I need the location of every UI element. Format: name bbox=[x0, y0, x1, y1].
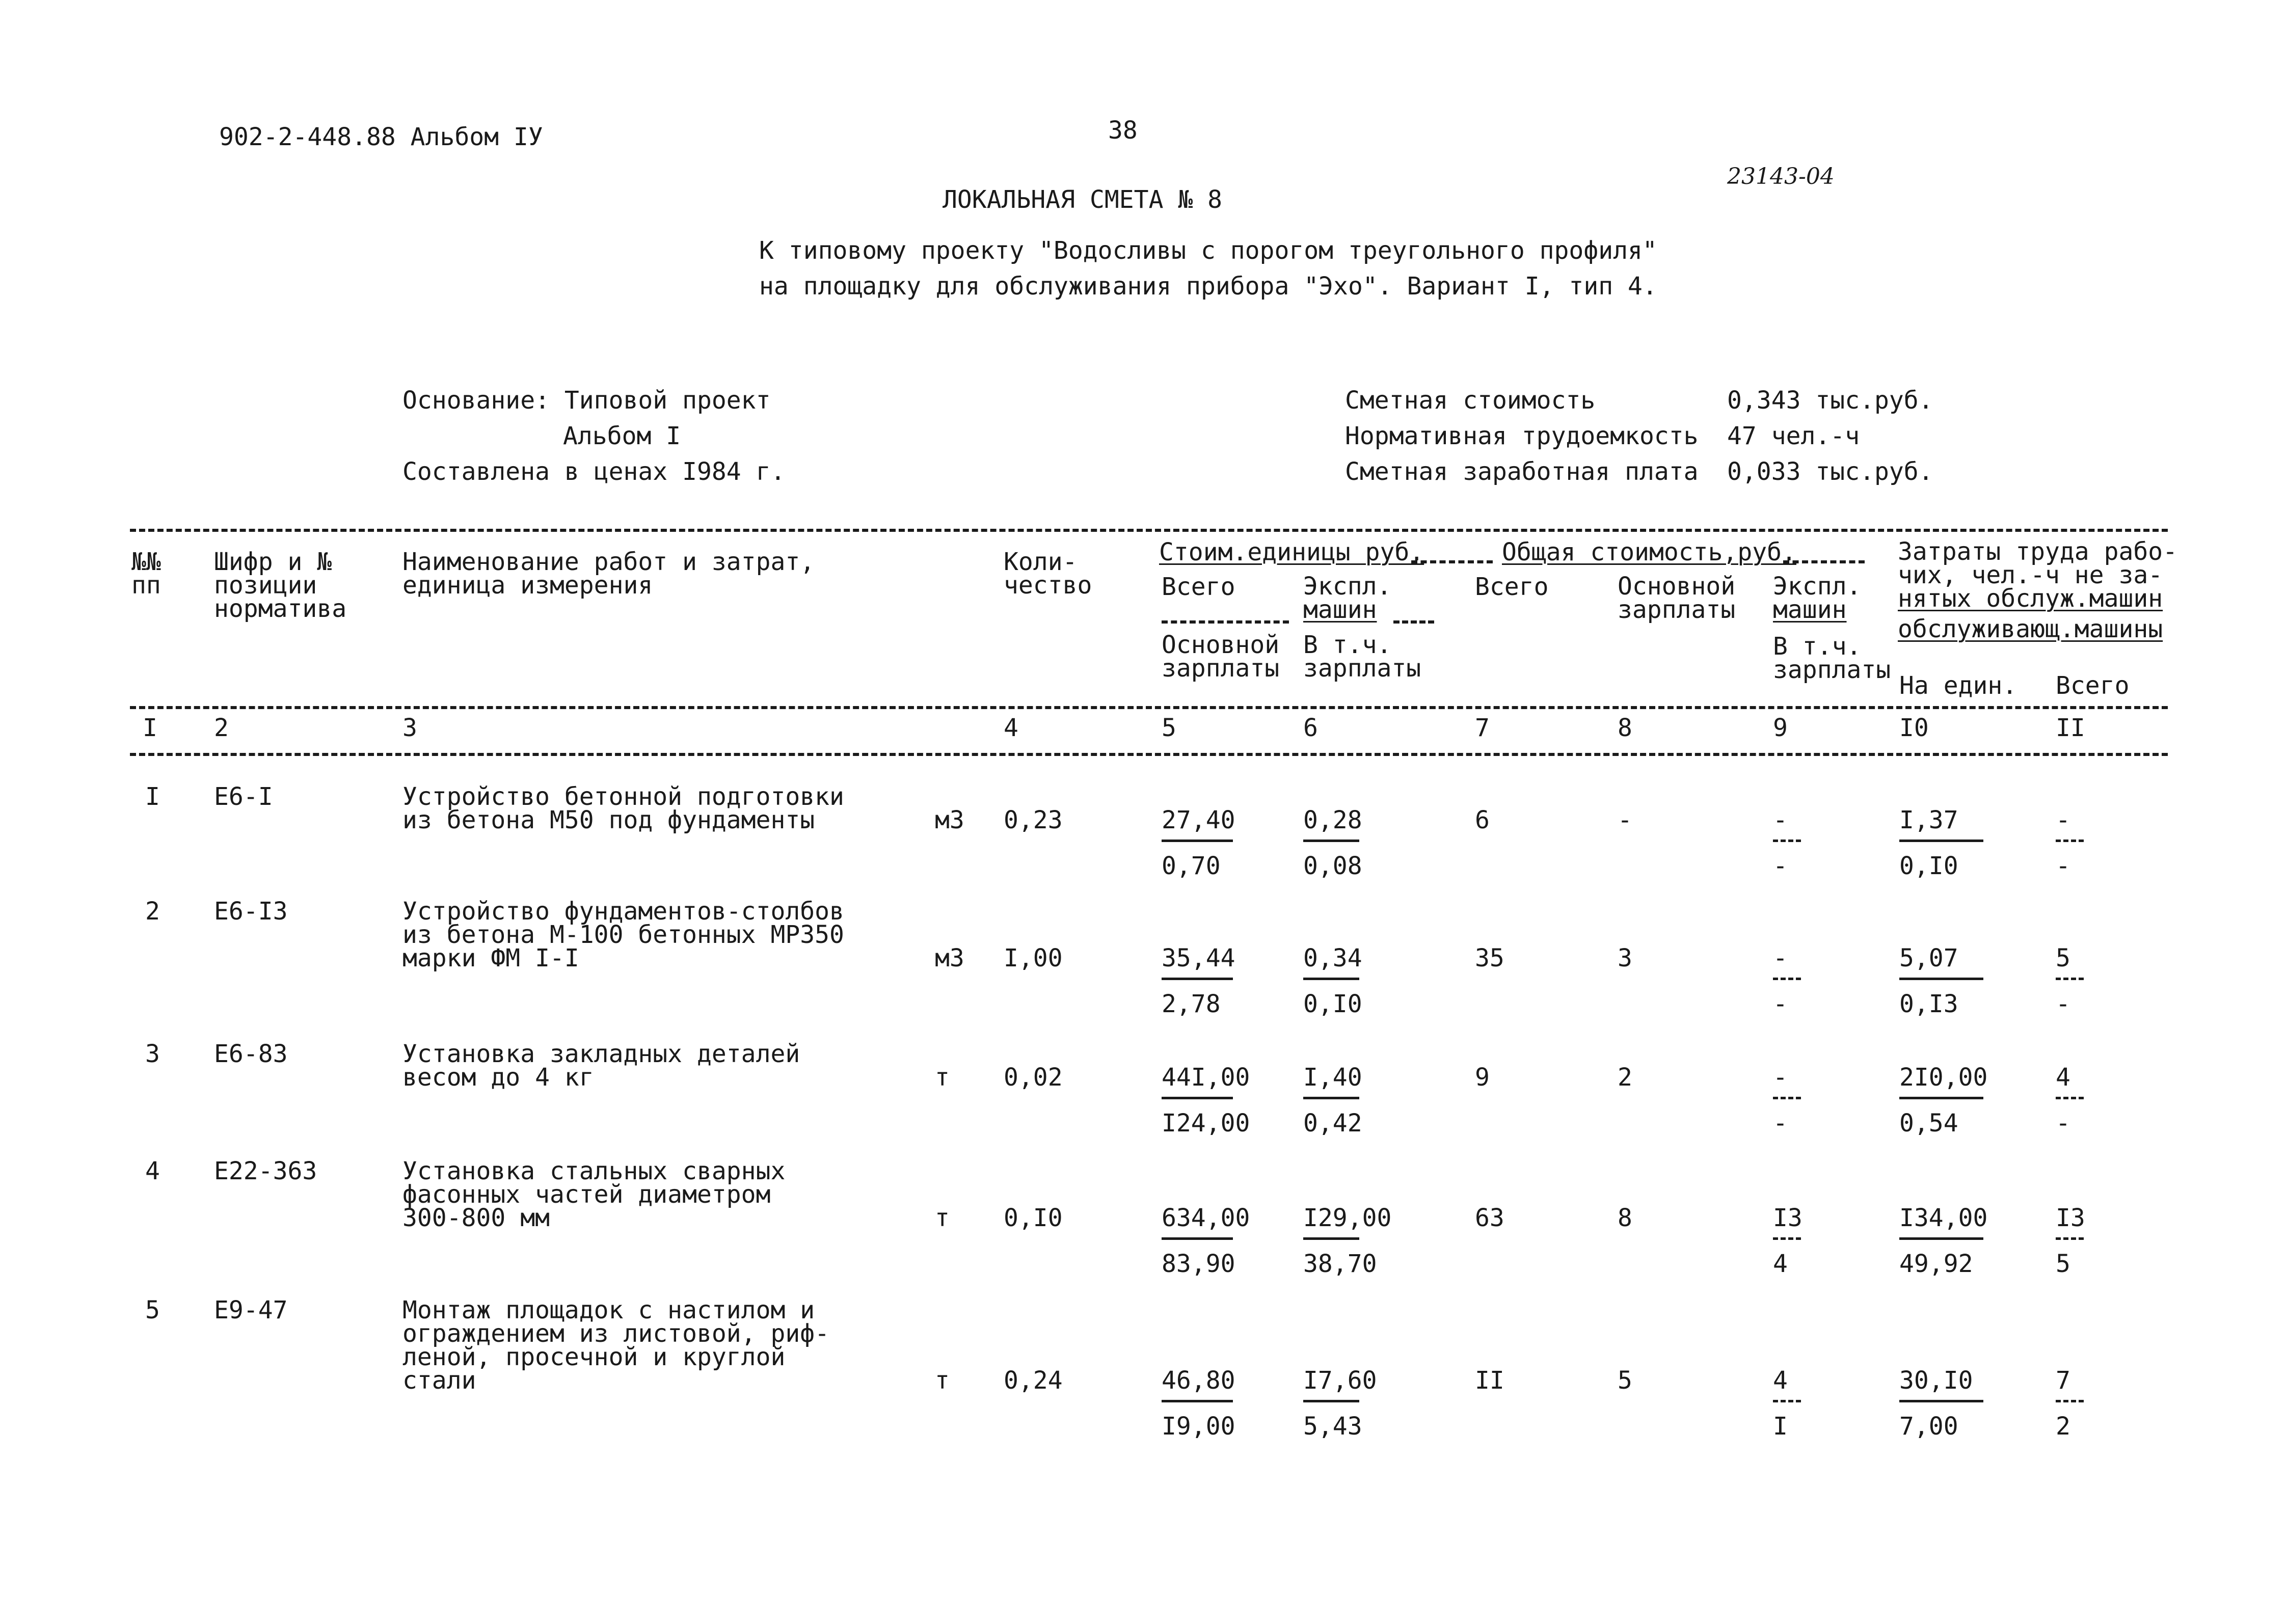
row-c6-fraction-line bbox=[1303, 978, 1359, 980]
row-number: 4 bbox=[145, 1157, 160, 1185]
row-code: Е6-I bbox=[214, 782, 273, 811]
row-total-cost: 35 bbox=[1475, 944, 1504, 972]
row-number: 5 bbox=[145, 1296, 160, 1324]
row-c10-top: 5,07 bbox=[1899, 944, 1958, 972]
col-header-5-top: Всего bbox=[1162, 573, 1235, 601]
row-c11-top: 7 bbox=[2056, 1366, 2070, 1395]
row-c10-bottom: 0,I0 bbox=[1899, 852, 1958, 880]
row-c5-fraction-line bbox=[1162, 1237, 1233, 1240]
row-c6-top: 0,34 bbox=[1303, 944, 1362, 972]
row-c5-bottom: I24,00 bbox=[1162, 1109, 1250, 1138]
row-c9-bottom: - bbox=[1773, 1109, 1788, 1138]
row-c6-fraction-line bbox=[1303, 1237, 1359, 1240]
row-c11-top: 4 bbox=[2056, 1063, 2070, 1092]
col-header-code: Шифр и № позиции норматива bbox=[214, 548, 347, 623]
row-c5-fraction-line bbox=[1162, 840, 1233, 842]
row-unit: т bbox=[935, 1063, 950, 1092]
row-c9-top: - bbox=[1773, 944, 1788, 972]
row-c11-top: I3 bbox=[2056, 1204, 2085, 1232]
col-header-10: На един. bbox=[1899, 671, 2017, 700]
page-number: 38 bbox=[1108, 116, 1138, 145]
col-header-9-top: Экспл. машин bbox=[1773, 572, 1862, 624]
row-name-line: марки ФМ I-I bbox=[402, 944, 579, 972]
summary-value-cost: 0,343 тыс.руб. bbox=[1727, 386, 1933, 415]
group-tail-rule bbox=[1783, 560, 1865, 563]
header-bottom-rule bbox=[130, 706, 2168, 709]
col-number: 5 bbox=[1162, 714, 1176, 742]
row-number: 2 bbox=[145, 897, 160, 926]
row-c10-bottom: 0,I3 bbox=[1899, 990, 1958, 1018]
subtitle-line-2: на площадку для обслуживания прибора "Эхо". Вариант I, тип 4. bbox=[759, 272, 1657, 301]
row-c10-bottom: 7,00 bbox=[1899, 1412, 1958, 1441]
col-header-6-top: Экспл. машин bbox=[1303, 572, 1392, 624]
summary-label-cost: Сметная стоимость bbox=[1345, 386, 1596, 415]
row-number: I bbox=[145, 782, 160, 811]
row-name-line: ограждением из листовой, риф- bbox=[402, 1319, 830, 1348]
row-unit: м3 bbox=[935, 944, 964, 972]
row-c9-top: - bbox=[1773, 806, 1788, 834]
group-connector-rule bbox=[1411, 560, 1493, 563]
row-c11-bottom: - bbox=[2056, 852, 2070, 880]
col-number: 6 bbox=[1303, 714, 1318, 742]
col-number: 7 bbox=[1475, 714, 1490, 742]
row-c5-bottom: 83,90 bbox=[1162, 1250, 1235, 1278]
row-c11-bottom: - bbox=[2056, 990, 2070, 1018]
row-c11-fraction-line bbox=[2056, 1237, 2084, 1240]
row-c6-top: 0,28 bbox=[1303, 806, 1362, 834]
col-header-11: Всего bbox=[2056, 671, 2130, 700]
col-number: 9 bbox=[1773, 714, 1788, 742]
row-name-line: Установка закладных деталей bbox=[402, 1040, 800, 1068]
row-name-line: 300-800 мм bbox=[402, 1204, 550, 1232]
summary-label-labor: Нормативная трудоемкость bbox=[1345, 422, 1699, 450]
row-c9-top: - bbox=[1773, 1063, 1788, 1092]
row-c6-bottom: 0,42 bbox=[1303, 1109, 1362, 1138]
row-c10-fraction-line bbox=[1899, 1400, 1983, 1402]
document-title: ЛОКАЛЬНАЯ СМЕТА № 8 bbox=[943, 185, 1223, 214]
row-c10-top: I34,00 bbox=[1899, 1204, 1988, 1232]
summary-label-wage: Сметная заработная плата bbox=[1345, 457, 1699, 486]
row-c5-top: 634,00 bbox=[1162, 1204, 1250, 1232]
row-c5-fraction-line bbox=[1162, 978, 1233, 980]
col-number: 8 bbox=[1618, 714, 1632, 742]
row-c6-bottom: 38,70 bbox=[1303, 1250, 1377, 1278]
row-c6-fraction-line bbox=[1303, 1097, 1359, 1099]
row-c9-fraction-line bbox=[1773, 1097, 1801, 1099]
document-code: 902-2-448.88 Альбом IУ bbox=[219, 123, 543, 151]
row-total-wage: 5 bbox=[1618, 1366, 1632, 1395]
row-name-line: Устройство бетонной подготовки bbox=[402, 782, 844, 811]
row-name-line: фасонных частей диаметром bbox=[402, 1180, 771, 1209]
row-c10-top: 30,I0 bbox=[1899, 1366, 1973, 1395]
col-number: I bbox=[143, 714, 157, 742]
row-c5-top: 35,44 bbox=[1162, 944, 1235, 972]
row-c10-fraction-line bbox=[1899, 1097, 1983, 1099]
handwritten-stamp: 23143-04 bbox=[1727, 164, 1835, 190]
row-c5-bottom: I9,00 bbox=[1162, 1412, 1235, 1441]
row-total-wage: 8 bbox=[1618, 1204, 1632, 1232]
row-c6-bottom: 0,08 bbox=[1303, 852, 1362, 880]
row-c5-top: 27,40 bbox=[1162, 806, 1235, 834]
row-number: 3 bbox=[145, 1040, 160, 1068]
row-c5-top: 44I,00 bbox=[1162, 1063, 1250, 1092]
row-unit: м3 bbox=[935, 806, 964, 834]
row-total-wage: 2 bbox=[1618, 1063, 1632, 1092]
row-c9-bottom: - bbox=[1773, 852, 1788, 880]
row-c5-top: 46,80 bbox=[1162, 1366, 1235, 1395]
row-total-cost: 6 bbox=[1475, 806, 1490, 834]
row-name-line: из бетона М50 под фундаменты bbox=[402, 806, 815, 834]
col-header-9-bottom: В т.ч. зарплаты bbox=[1773, 632, 1891, 684]
row-quantity: I,00 bbox=[1004, 944, 1063, 972]
col-header-qty: Коли- чество bbox=[1004, 548, 1092, 600]
row-name-line: Монтаж площадок с настилом и bbox=[402, 1296, 815, 1324]
row-code: Е6-I3 bbox=[214, 897, 288, 926]
col-number: 4 bbox=[1004, 714, 1018, 742]
col-header-5-bottom: Основной зарплаты bbox=[1162, 631, 1280, 683]
row-name-line: леной, просечной и круглой bbox=[402, 1343, 786, 1371]
row-c6-top: I29,00 bbox=[1303, 1204, 1392, 1232]
row-c10-top: I,37 bbox=[1899, 806, 1958, 834]
row-c5-fraction-line bbox=[1162, 1400, 1233, 1402]
row-c9-top: 4 bbox=[1773, 1366, 1788, 1395]
row-name-line: весом до 4 кг bbox=[402, 1063, 594, 1092]
colnum-bottom-rule bbox=[130, 753, 2168, 756]
row-c11-fraction-line bbox=[2056, 1400, 2084, 1402]
col-header-7: Всего bbox=[1475, 573, 1549, 601]
summary-value-labor: 47 чел.-ч bbox=[1727, 422, 1860, 450]
row-unit: т bbox=[935, 1366, 950, 1395]
row-c6-bottom: 0,I0 bbox=[1303, 990, 1362, 1018]
row-c11-top: - bbox=[2056, 806, 2070, 834]
summary-value-wage: 0,033 тыс.руб. bbox=[1727, 457, 1933, 486]
row-c9-bottom: I bbox=[1773, 1412, 1788, 1441]
row-name-line: из бетона М-100 бетонных МР350 bbox=[402, 921, 844, 949]
row-c9-fraction-line bbox=[1773, 1400, 1801, 1402]
basis-album: Альбом I bbox=[563, 422, 681, 450]
table-top-rule bbox=[130, 529, 2168, 532]
row-c10-fraction-line bbox=[1899, 978, 1983, 980]
row-quantity: 0,I0 bbox=[1004, 1204, 1063, 1232]
col-header-6-bottom: В т.ч. зарплаты bbox=[1303, 631, 1421, 683]
row-c6-fraction-line bbox=[1303, 840, 1359, 842]
row-c5-bottom: 2,78 bbox=[1162, 990, 1221, 1018]
row-name-line: Установка стальных сварных bbox=[402, 1157, 786, 1185]
row-c10-bottom: 49,92 bbox=[1899, 1250, 1973, 1278]
col-number: II bbox=[2056, 714, 2085, 742]
row-c10-fraction-line bbox=[1899, 1237, 1983, 1240]
col-group-unit-cost: Стоим.единицы руб. bbox=[1159, 538, 1424, 566]
row-code: Е22-363 bbox=[214, 1157, 317, 1185]
col-number: 2 bbox=[214, 714, 229, 742]
subtitle-line-1: К типовому проекту "Водосливы с порогом треугольного профиля" bbox=[759, 236, 1657, 265]
row-quantity: 0,02 bbox=[1004, 1063, 1063, 1092]
col-number: I0 bbox=[1899, 714, 1929, 742]
row-c6-fraction-line bbox=[1303, 1400, 1359, 1402]
row-c10-bottom: 0,54 bbox=[1899, 1109, 1958, 1138]
row-c11-bottom: 2 bbox=[2056, 1412, 2070, 1441]
row-quantity: 0,23 bbox=[1004, 806, 1063, 834]
row-c6-bottom: 5,43 bbox=[1303, 1412, 1362, 1441]
row-c6-top: I7,60 bbox=[1303, 1366, 1377, 1395]
row-code: Е9-47 bbox=[214, 1296, 288, 1324]
col-6-split-rule bbox=[1393, 620, 1434, 624]
col-group-labor: Затраты труда рабо- чих, чел.-ч не за- нятых обслуж.машин обслуживающ.машины bbox=[1898, 537, 2178, 643]
row-total-cost: 63 bbox=[1475, 1204, 1504, 1232]
row-c11-fraction-line bbox=[2056, 978, 2084, 980]
row-total-wage: - bbox=[1618, 806, 1632, 834]
row-c11-top: 5 bbox=[2056, 944, 2070, 972]
col-header-8: Основной зарплаты bbox=[1618, 572, 1736, 624]
col-header-num: №№ пп bbox=[131, 548, 161, 600]
row-code: Е6-83 bbox=[214, 1040, 288, 1068]
col-group-total-cost: Общая стоимость,руб. bbox=[1502, 538, 1796, 566]
row-c9-bottom: - bbox=[1773, 990, 1788, 1018]
basis-label: Основание: Типовой проект bbox=[402, 386, 771, 415]
row-name-line: стали bbox=[402, 1366, 476, 1395]
col-5-split-rule bbox=[1162, 620, 1289, 624]
row-c10-fraction-line bbox=[1899, 840, 1983, 842]
row-c10-top: 2I0,00 bbox=[1899, 1063, 1988, 1092]
row-quantity: 0,24 bbox=[1004, 1366, 1063, 1395]
row-total-cost: II bbox=[1475, 1366, 1504, 1395]
row-c11-bottom: - bbox=[2056, 1109, 2070, 1138]
row-c5-fraction-line bbox=[1162, 1097, 1233, 1099]
row-c11-fraction-line bbox=[2056, 1097, 2084, 1099]
row-name-line: Устройство фундаментов-столбов bbox=[402, 897, 844, 926]
row-total-cost: 9 bbox=[1475, 1063, 1490, 1092]
row-c6-top: I,40 bbox=[1303, 1063, 1362, 1092]
row-c9-fraction-line bbox=[1773, 1237, 1801, 1240]
row-c11-bottom: 5 bbox=[2056, 1250, 2070, 1278]
row-c9-fraction-line bbox=[1773, 978, 1801, 980]
row-c9-top: I3 bbox=[1773, 1204, 1802, 1232]
basis-prices: Составлена в ценах I984 г. bbox=[402, 457, 786, 486]
row-c11-fraction-line bbox=[2056, 840, 2084, 842]
col-header-name: Наименование работ и затрат, единица измерения bbox=[402, 548, 815, 600]
row-c9-fraction-line bbox=[1773, 840, 1801, 842]
row-c5-bottom: 0,70 bbox=[1162, 852, 1221, 880]
row-c9-bottom: 4 bbox=[1773, 1250, 1788, 1278]
row-unit: т bbox=[935, 1204, 950, 1232]
row-total-wage: 3 bbox=[1618, 944, 1632, 972]
col-number: 3 bbox=[402, 714, 417, 742]
